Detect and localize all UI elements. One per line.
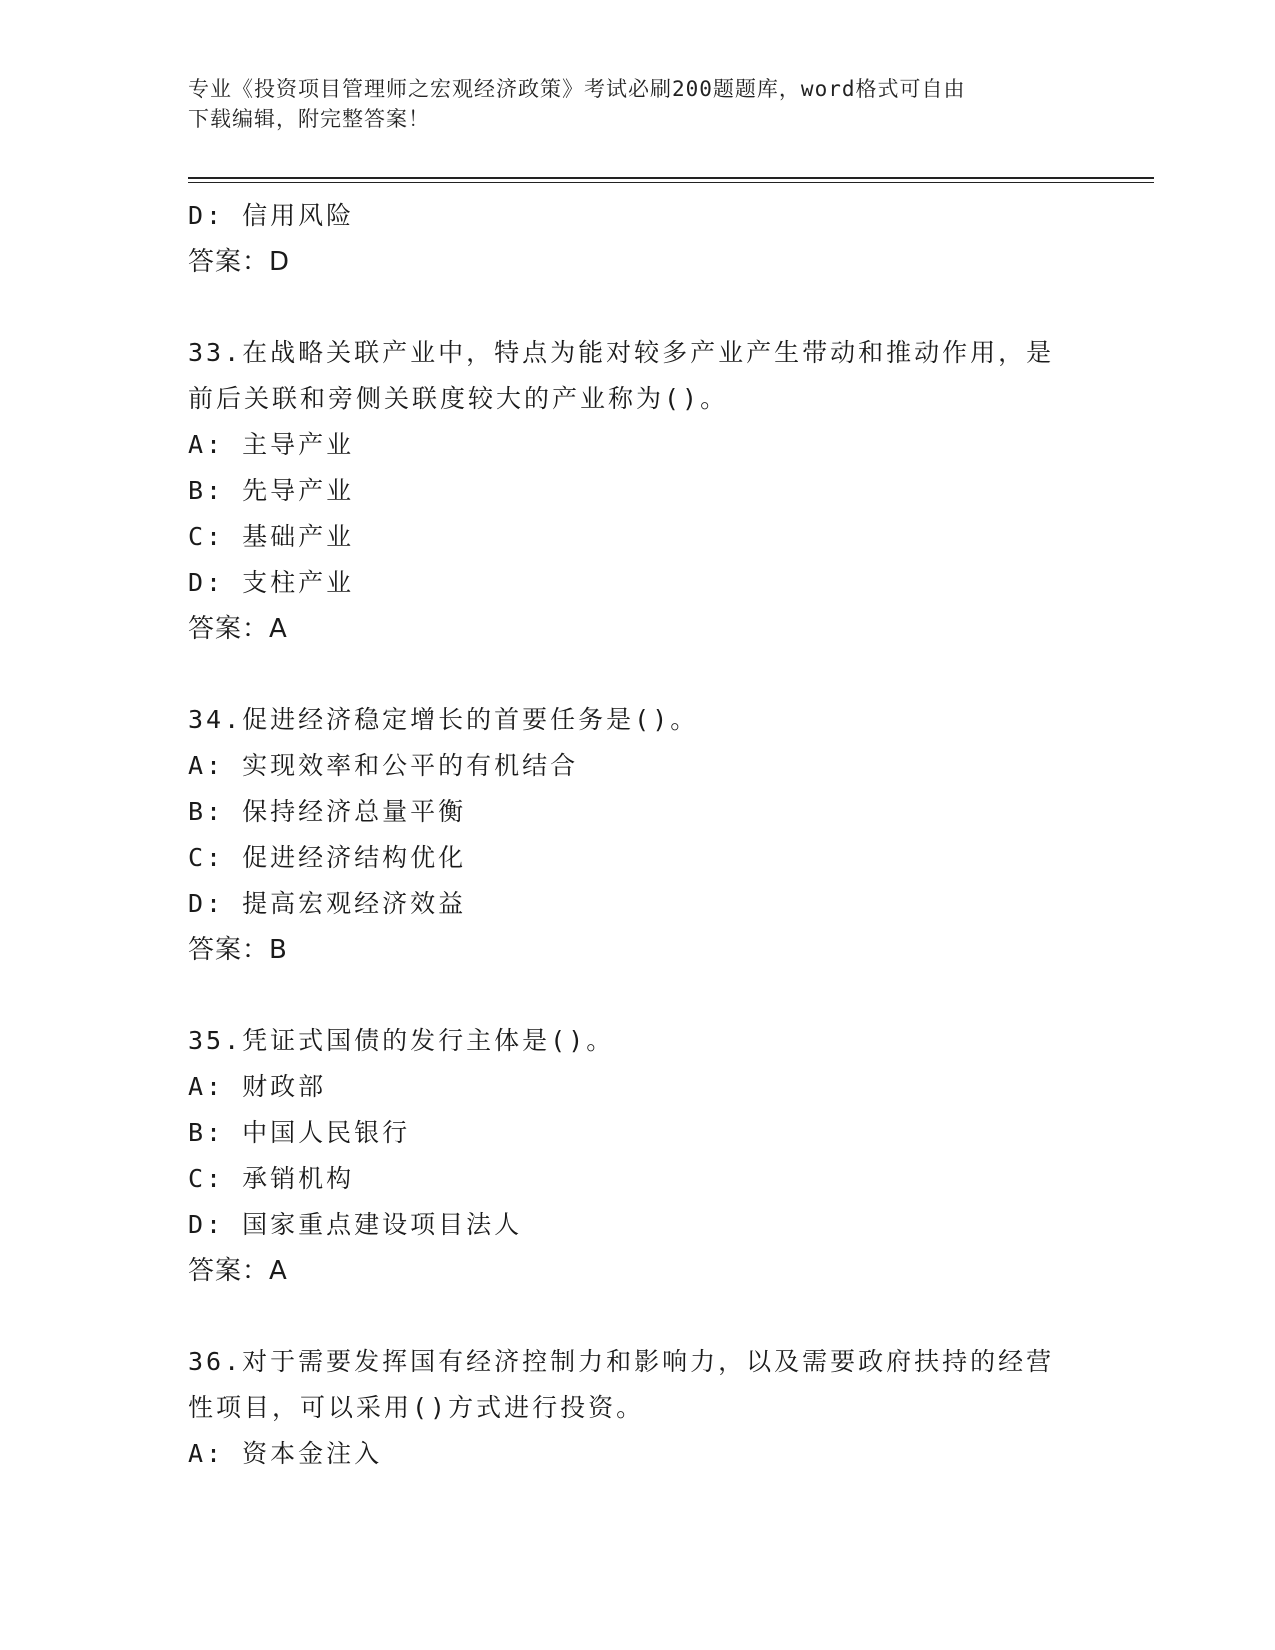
answer-line: 答案：A xyxy=(188,614,288,644)
question-text-line: 前后关联和旁侧关联度较大的产业称为()。 xyxy=(188,384,729,413)
question-text-line: 34.促进经济稳定增长的首要任务是()。 xyxy=(188,705,699,734)
spacer xyxy=(188,1294,1088,1339)
option-a: A: 财政部 xyxy=(188,1072,327,1101)
document-header xyxy=(188,74,1088,134)
option-c: C: 基础产业 xyxy=(188,522,355,551)
option-d: D: 提高宏观经济效益 xyxy=(188,889,467,918)
question-text-line: 性项目，可以采用()方式进行投资。 xyxy=(188,1393,645,1422)
header-line-2: 下载编辑，附完整答案！ xyxy=(188,107,430,131)
header-rule-thin xyxy=(188,182,1154,183)
spacer xyxy=(188,285,1088,330)
question-content xyxy=(188,193,1088,1477)
option-a: A: 主导产业 xyxy=(188,430,355,459)
option-b: B: 保持经济总量平衡 xyxy=(188,797,467,826)
option-d: D: 信用风险 xyxy=(188,201,355,230)
question-block xyxy=(188,697,1088,973)
question-text-line: 35.凭证式国债的发行主体是()。 xyxy=(188,1026,615,1055)
header-rule-thick xyxy=(188,177,1154,179)
question-text-line: 33.在战略关联产业中，特点为能对较多产业产生带动和推动作用，是 xyxy=(188,338,1055,367)
option-a: A: 资本金注入 xyxy=(188,1439,383,1468)
option-d: D: 国家重点建设项目法人 xyxy=(188,1210,523,1239)
option-c: C: 承销机构 xyxy=(188,1164,355,1193)
answer-line: 答案：D xyxy=(188,247,291,277)
answer-line: 答案：B xyxy=(188,935,288,965)
answer-line: 答案：A xyxy=(188,1256,288,1286)
option-b: B: 中国人民银行 xyxy=(188,1118,411,1147)
option-c: C: 促进经济结构优化 xyxy=(188,843,467,872)
question-block xyxy=(188,1018,1088,1294)
option-b: B: 先导产业 xyxy=(188,476,355,505)
spacer xyxy=(188,973,1088,1018)
header-line-1: 专业《投资项目管理师之宏观经济政策》考试必刷200题题库，word格式可自由 xyxy=(188,77,966,101)
option-d: D: 支柱产业 xyxy=(188,568,355,597)
question-block xyxy=(188,1339,1088,1477)
question-block xyxy=(188,330,1088,652)
question-text-line: 36.对于需要发挥国有经济控制力和影响力，以及需要政府扶持的经营 xyxy=(188,1347,1055,1376)
option-a: A: 实现效率和公平的有机结合 xyxy=(188,751,579,780)
spacer xyxy=(188,652,1088,697)
